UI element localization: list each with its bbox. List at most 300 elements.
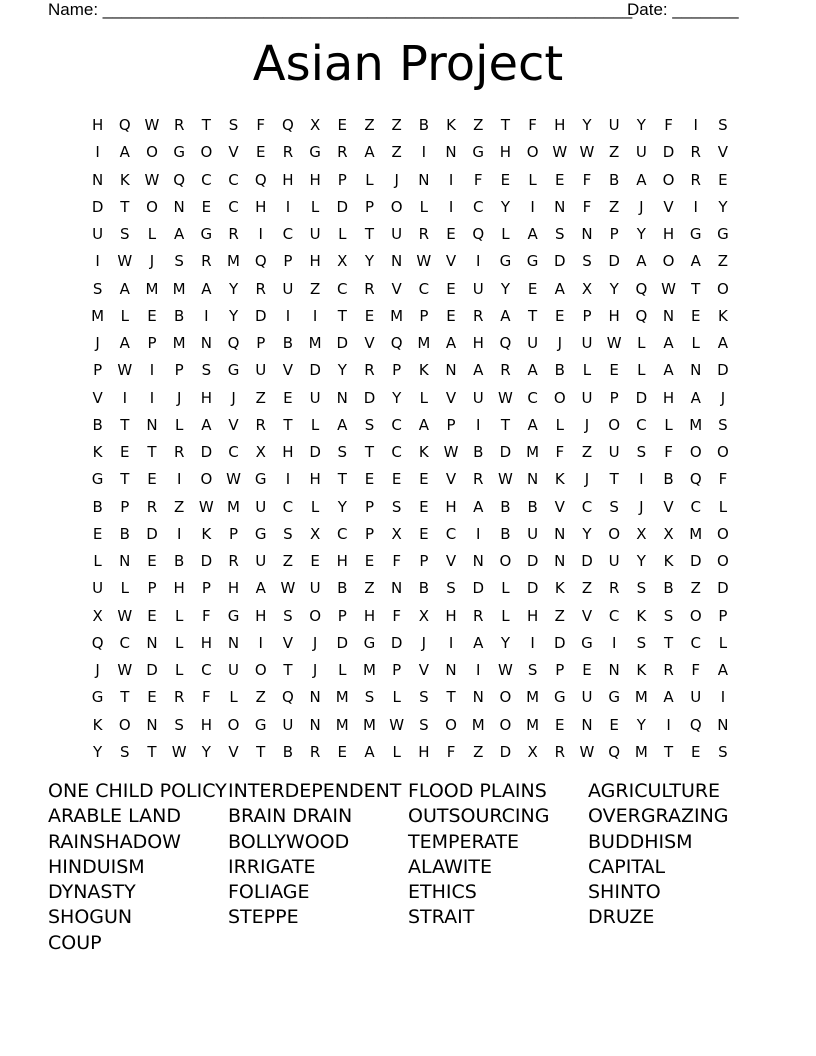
grid-letter: J [95, 661, 100, 679]
grid-letter: V [717, 143, 729, 162]
grid-letter: H [282, 443, 294, 461]
grid-letter: U [581, 334, 593, 352]
grid-letter: J [95, 334, 100, 352]
grid-letter: Q [499, 334, 512, 352]
grid-letter: R [690, 143, 701, 162]
grid-letter: C [228, 443, 239, 461]
grid-letter: H [91, 116, 104, 134]
grid-letter: D [91, 197, 104, 216]
grid-letter: H [554, 116, 566, 134]
grid-letter: R [418, 225, 430, 243]
grid-letter: I [204, 306, 209, 325]
grid-letter: Z [364, 579, 375, 598]
grid-letter: S [364, 688, 375, 707]
grid-letter: P [419, 306, 429, 325]
grid-letter: E [690, 742, 701, 761]
grid-letter: R [255, 415, 266, 434]
grid-letter: C [690, 497, 701, 516]
word-bank [48, 779, 768, 956]
grid-letter: D [635, 388, 648, 407]
grid-letter: S [364, 415, 375, 434]
grid-letter: V [445, 470, 457, 489]
grid-letter: Z [255, 388, 266, 407]
grid-letter: S [228, 116, 239, 134]
grid-letter: O [499, 715, 512, 734]
grid-letter: O [717, 524, 729, 543]
grid-letter: P [283, 252, 293, 271]
grid-letter: I [285, 306, 291, 325]
grid-letter: M [227, 252, 240, 271]
grid-letter: E [419, 470, 429, 489]
grid-letter: B [500, 524, 511, 543]
grid-row [84, 712, 744, 739]
grid-letter: A [119, 279, 130, 298]
grid-letter: Z [309, 279, 321, 298]
grid-letter: E [419, 524, 429, 543]
grid-letter: E [391, 470, 402, 489]
grid-letter: A [717, 661, 729, 679]
grid-letter: H [173, 579, 185, 598]
grid-letter: E [446, 306, 456, 325]
grid-letter: C [337, 279, 348, 298]
grid-letter: O [254, 661, 267, 679]
grid-letter: S [201, 361, 212, 380]
grid-letter: B [174, 552, 185, 570]
grid-letter: U [309, 225, 321, 243]
grid-letter: L [310, 197, 320, 216]
grid-row [84, 167, 744, 194]
grid-letter: I [176, 470, 182, 489]
grid-letter: K [92, 443, 103, 461]
word-bank-item: OVERGRAZING [588, 805, 729, 828]
grid-letter: R [309, 742, 321, 761]
grid-letter: L [555, 415, 564, 434]
grid-letter: R [608, 579, 620, 598]
name-line: Name: ________________________________________________________ [48, 0, 633, 19]
grid-letter: O [553, 388, 566, 407]
grid-letter: F [202, 606, 211, 625]
grid-letter: H [200, 715, 212, 734]
grid-letter: N [146, 715, 158, 734]
grid-letter: I [285, 470, 291, 489]
grid-letter: U [309, 388, 321, 407]
word-bank-item: ONE CHILD POLICY [48, 780, 227, 802]
grid-letter: W [443, 443, 459, 461]
grid-letter: R [173, 116, 185, 134]
grid-letter: Z [282, 552, 294, 570]
grid-letter: I [285, 197, 291, 216]
grid-letter: N [472, 688, 484, 707]
grid-letter: E [555, 715, 565, 734]
grid-letter: X [581, 279, 593, 298]
grid-letter: E [147, 470, 157, 489]
grid-letter: E [92, 524, 103, 543]
grid-letter: U [282, 715, 294, 734]
grid-letter: H [227, 579, 240, 598]
grid-letter: T [609, 470, 619, 489]
grid-letter: L [419, 197, 429, 216]
grid-letter: E [147, 552, 157, 570]
grid-letter: O [200, 470, 213, 489]
grid-letter: H [200, 388, 212, 407]
grid-letter: J [639, 497, 644, 516]
grid-letter: Z [554, 606, 565, 625]
grid-letter: A [364, 143, 375, 162]
grid-letter: Q [689, 715, 702, 734]
grid-letter: S [718, 742, 728, 761]
grid-letter: L [392, 688, 401, 707]
grid-letter: I [666, 715, 671, 734]
grid-letter: F [528, 116, 537, 134]
grid-letter: U [581, 688, 593, 707]
grid-row [84, 630, 744, 657]
grid-letter: L [174, 606, 184, 625]
grid-letter: S [337, 443, 348, 461]
grid-letter: E [337, 116, 348, 134]
grid-letter: K [663, 552, 674, 570]
grid-letter: B [282, 742, 294, 761]
grid-letter: G [173, 143, 185, 162]
grid-letter: E [147, 306, 157, 325]
grid-letter: N [309, 715, 321, 734]
grid-letter: H [662, 225, 675, 243]
grid-letter: E [283, 388, 293, 407]
grid-letter: O [662, 252, 675, 271]
grid-letter: L [120, 579, 129, 598]
grid-letter: W [416, 252, 432, 271]
grid-letter: Q [635, 279, 648, 298]
grid-letter: S [283, 524, 293, 543]
grid-row [84, 466, 744, 493]
grid-letter: D [146, 661, 158, 679]
grid-letter: I [448, 170, 454, 189]
grid-letter: V [228, 415, 239, 434]
grid-letter: Z [473, 742, 484, 761]
grid-letter: N [418, 170, 430, 189]
grid-letter: R [255, 279, 266, 298]
grid-letter: H [608, 306, 620, 325]
grid-letter: K [636, 606, 647, 625]
grid-letter: U [309, 579, 321, 598]
grid-letter: B [609, 170, 620, 189]
grid-letter: O [118, 715, 131, 734]
grid-letter: E [609, 715, 619, 734]
grid-letter: R [473, 606, 484, 625]
grid-letter: V [445, 552, 457, 570]
grid-letter: A [636, 170, 647, 189]
word-bank-item: ALAWITE [408, 855, 492, 878]
grid-letter: B [174, 306, 185, 325]
grid-letter: A [473, 497, 484, 516]
grid-letter: H [309, 470, 321, 489]
grid-letter: T [337, 470, 347, 489]
grid-letter: O [309, 606, 321, 625]
grid-letter: H [445, 606, 457, 625]
grid-letter: K [717, 306, 728, 325]
grid-letter: J [394, 170, 399, 189]
grid-letter: S [555, 225, 565, 243]
grid-letter: G [526, 252, 539, 271]
grid-letter: X [92, 606, 103, 625]
grid-letter: I [95, 252, 100, 271]
grid-letter: V [282, 633, 294, 652]
grid-letter: S [636, 579, 647, 598]
grid-row [84, 194, 744, 221]
word-bank-item: HINDUISM [48, 855, 145, 878]
grid-letter: O [689, 443, 702, 461]
grid-letter: Q [472, 225, 485, 243]
word-bank-item: STEPPE [228, 906, 299, 929]
grid-letter: J [312, 633, 318, 652]
grid-letter: P [364, 524, 374, 543]
grid-letter: W [497, 470, 513, 489]
grid-letter: L [582, 361, 592, 380]
grid-letter: S [663, 606, 674, 625]
grid-letter: Q [635, 306, 648, 325]
grid-letter: V [554, 497, 565, 516]
grid-letter: T [364, 225, 375, 243]
grid-letter: G [254, 470, 267, 489]
grid-letter: U [92, 225, 104, 243]
grid-letter: B [92, 497, 103, 516]
word-bank-item: STRAIT [408, 906, 475, 929]
grid-letter: G [254, 524, 267, 543]
grid-letter: I [693, 197, 698, 216]
grid-letter: A [717, 334, 729, 352]
grid-letter: I [448, 197, 454, 216]
grid-letter: A [636, 252, 647, 271]
grid-letter: W [198, 497, 214, 516]
word-bank-item: IRRIGATE [228, 855, 316, 878]
grid-letter: O [146, 143, 158, 162]
grid-letter: O [717, 443, 729, 461]
grid-letter: T [500, 116, 510, 134]
grid-letter: I [476, 415, 481, 434]
grid-letter: W [117, 606, 133, 625]
grid-letter: L [718, 497, 728, 516]
grid-letter: B [554, 361, 565, 380]
grid-letter: N [391, 579, 403, 598]
grid-letter: F [256, 116, 266, 134]
grid-letter: W [144, 116, 160, 134]
grid-letter: T [663, 742, 674, 761]
grid-letter: U [527, 524, 539, 543]
grid-letter: C [472, 197, 484, 216]
grid-letter: B [119, 524, 130, 543]
grid-letter: D [390, 633, 403, 652]
grid-letter: Q [254, 170, 267, 189]
grid-letter: K [119, 170, 130, 189]
grid-row [84, 548, 744, 575]
grid-letter: A [337, 415, 348, 434]
grid-letter: M [471, 715, 485, 734]
grid-letter: U [472, 388, 484, 407]
grid-letter: K [201, 524, 212, 543]
grid-letter: Z [255, 688, 266, 707]
grid-letter: C [282, 225, 294, 243]
grid-letter: J [584, 470, 590, 489]
grid-letter: D [472, 579, 484, 598]
grid-letter: H [200, 633, 212, 652]
grid-letter: L [501, 225, 510, 243]
grid-row [84, 112, 744, 139]
grid-letter: Q [282, 116, 294, 134]
grid-letter: B [527, 497, 538, 516]
grid-letter: B [337, 579, 348, 598]
grid-letter: E [201, 197, 212, 216]
grid-letter: Z [581, 579, 593, 598]
grid-letter: P [609, 388, 619, 407]
grid-letter: A [663, 688, 674, 707]
grid-letter: D [554, 252, 566, 271]
grid-letter: A [445, 334, 457, 352]
grid-letter: W [606, 334, 622, 352]
grid-letter: S [419, 715, 429, 734]
grid-letter: H [418, 742, 430, 761]
grid-letter: I [258, 225, 263, 243]
grid-letter: P [201, 579, 211, 598]
grid-letter: V [445, 252, 457, 271]
grid-letter: C [119, 633, 131, 652]
grid-letter: A [527, 361, 538, 380]
grid-letter: P [364, 497, 374, 516]
grid-letter: F [582, 197, 592, 216]
grid-row [84, 739, 744, 766]
grid-letter: I [476, 252, 481, 271]
grid-letter: M [362, 661, 376, 679]
grid-letter: I [122, 388, 127, 407]
grid-letter: D [146, 524, 158, 543]
grid-letter: F [664, 116, 673, 134]
grid-letter: G [227, 361, 240, 380]
grid-letter: D [336, 197, 349, 216]
word-bank-item: COUP [48, 931, 102, 954]
grid-letter: L [637, 361, 646, 380]
grid-letter: O [608, 524, 621, 543]
grid-letter: T [364, 443, 375, 461]
grid-letter: N [200, 334, 212, 352]
grid-letter: A [663, 334, 674, 352]
grid-letter: F [555, 443, 565, 461]
grid-letter: N [472, 552, 484, 570]
grid-letter: V [663, 197, 674, 216]
grid-letter: O [662, 170, 675, 189]
grid-letter: S [92, 279, 103, 298]
grid-letter: W [171, 742, 187, 761]
grid-letter: I [312, 306, 318, 325]
grid-letter: N [526, 470, 539, 489]
grid-letter: I [149, 388, 155, 407]
grid-letter: E [555, 306, 565, 325]
grid-letter: L [338, 225, 347, 243]
grid-letter: H [282, 170, 294, 189]
grid-letter: V [418, 661, 429, 679]
grid-row [84, 657, 744, 684]
grid-letter: Q [91, 633, 104, 652]
grid-letter: R [201, 252, 212, 271]
grid-letter: N [227, 633, 240, 652]
grid-letter: V [282, 361, 294, 380]
grid-letter: A [473, 361, 484, 380]
grid-letter: A [663, 361, 674, 380]
grid-letter: P [446, 415, 456, 434]
grid-letter: A [500, 306, 511, 325]
grid-letter: L [691, 334, 700, 352]
grid-letter: N [391, 252, 403, 271]
grid-letter: O [499, 552, 512, 570]
grid-letter: L [229, 688, 238, 707]
grid-letter: Y [636, 225, 646, 243]
grid-letter: L [174, 633, 184, 652]
grid-letter: W [497, 661, 513, 679]
grid-letter: L [365, 170, 374, 189]
grid-letter: M [526, 715, 540, 734]
grid-letter: M [335, 715, 349, 734]
grid-letter: V [391, 279, 402, 298]
grid-letter: W [579, 742, 595, 761]
grid-letter: Y [582, 524, 592, 543]
grid-letter: T [120, 415, 130, 434]
grid-letter: M [526, 443, 540, 461]
grid-letter: C [636, 415, 647, 434]
grid-letter: N [173, 197, 185, 216]
grid-letter: X [418, 606, 429, 625]
grid-letter: I [476, 661, 481, 679]
grid-letter: Y [364, 252, 375, 271]
grid-letter: L [501, 579, 510, 598]
grid-letter: S [174, 252, 184, 271]
grid-letter: C [228, 170, 239, 189]
grid-letter: X [527, 742, 538, 761]
grid-row [84, 385, 744, 412]
grid-letter: P [364, 197, 374, 216]
word-bank-item: DRUZE [588, 906, 655, 929]
grid-letter: F [392, 606, 401, 625]
grid-letter: C [391, 415, 402, 434]
grid-letter: G [309, 143, 321, 162]
grid-letter: L [174, 415, 184, 434]
grid-letter: N [445, 143, 457, 162]
grid-letter: U [255, 361, 267, 380]
grid-letter: W [117, 252, 133, 271]
grid-letter: V [445, 388, 457, 407]
grid-letter: Y [201, 742, 211, 761]
grid-letter: Q [227, 334, 240, 352]
grid-letter: J [231, 388, 236, 407]
grid-letter: N [608, 661, 620, 679]
grid-letter: C [418, 279, 430, 298]
grid-letter: X [391, 524, 402, 543]
grid-letter: C [337, 524, 348, 543]
word-bank-item: DYNASTY [48, 881, 136, 904]
grid-letter: E [310, 552, 320, 570]
word-bank-item: FLOOD PLAINS [408, 780, 547, 802]
grid-letter: C [527, 388, 538, 407]
grid-letter: I [476, 524, 481, 543]
grid-letter: C [201, 661, 212, 679]
grid-letter: T [691, 279, 701, 298]
grid-letter: M [390, 306, 404, 325]
grid-letter: L [528, 170, 537, 189]
grid-letter: E [147, 606, 157, 625]
grid-letter: T [283, 415, 293, 434]
grid-letter: O [608, 415, 621, 434]
grid-letter: X [309, 524, 321, 543]
grid-letter: H [309, 170, 321, 189]
grid-letter: E [120, 443, 130, 461]
grid-letter: N [146, 633, 158, 652]
grid-row [84, 248, 744, 275]
